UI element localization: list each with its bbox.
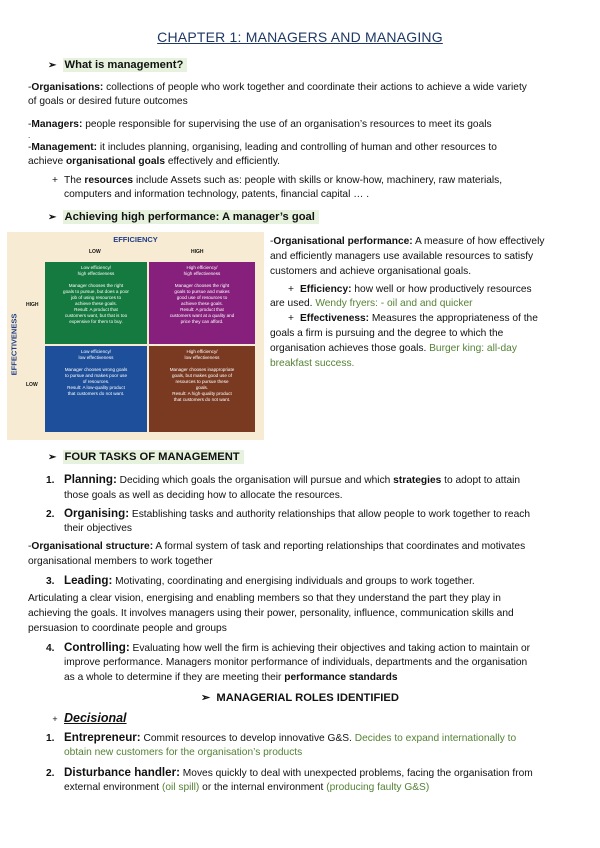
matrix-effectiveness-label: EFFECTIVENESS: [9, 313, 19, 376]
task-leading: 3. Leading: Motivating, coordinating and energising individuals and groups to work together.: [46, 574, 475, 587]
section-heading-four-tasks: ➢ FOUR TASKS OF MANAGEMENT: [48, 450, 244, 465]
leading-articulation-l3: persuasion to coordinate people and groups: [28, 623, 227, 634]
effectiveness-l2: goals a firm is pursuing and the degree to which the: [270, 328, 504, 339]
arrow-bullet-icon: ➢: [48, 212, 57, 223]
def-management-cont: achieve organisational goals effectively and efficiently.: [28, 156, 280, 167]
matrix-high-col: HIGH: [191, 249, 204, 255]
efficiency-cont: are used. Wendy fryers: - oil and and quicker: [270, 298, 473, 309]
def-org-structure-cont: organisational members to work together: [28, 556, 213, 567]
task-controlling: 4. Controlling: Evaluating how well the firm is achieving their objectives and taking action to maintain or: [46, 641, 531, 654]
leading-articulation-l1: Articulating a clear vision, energising and enabling members so that they understand the part they play in: [28, 593, 501, 604]
matrix-low-row: LOW: [26, 382, 38, 388]
leading-articulation-l2: achieving the goals. It involves managers using their power, personality, influence, communication skills and: [28, 608, 514, 619]
task-planning: 1. Planning: Deciding which goals the organisation will pursue and which strategies to adopt to attain: [46, 473, 521, 486]
stray-dot: .: [28, 131, 31, 140]
def-management: -Management: it includes planning, organising, leading and controlling of human and other resources to: [28, 142, 497, 153]
roles-decisional: + Decisional: [52, 711, 127, 725]
resources-text: The resources include Assets such as: people with skills or know-how, machinery, raw materials,: [64, 175, 503, 186]
def-organisations: -Organisations: collections of people who work together and coordinate their actions to achieve a wide variety: [28, 82, 527, 93]
matrix-low-col: LOW: [89, 249, 101, 255]
task-planning-cont: those goals as well as deciding how to allocate the resources.: [64, 490, 343, 501]
efficiency-effectiveness-matrix: [7, 232, 264, 440]
task-organising: 2. Organising: Establishing tasks and authority relationships that allow people to work together to reach: [46, 507, 531, 520]
task-controlling-l3: as a whole to determine if they are meeting their performance standards: [64, 672, 398, 683]
section-heading-roles: ➢ MANAGERIAL ROLES IDENTIFIED: [201, 692, 399, 704]
matrix-quadrant-top-right: High efficiency/ high effectiveness Manager chooses the right goals to pursue and makes good use of resources to achieve these goals. Result: A product that customers want at a quality and price they can afford.: [149, 262, 255, 344]
matrix-quadrant-top-left: Low efficiency/ high effectiveness Manager chooses the right goals to pursue, but does a poor job of using resources to achieve these goals. Result: A product that customers want, but that is too expensive for them to buy.: [45, 262, 147, 344]
matrix-quadrant-bottom-left: Low efficiency/ low effectiveness Manager chooses wrong goals to pursue and makes poor use of resources. Result: A low-quality product that customers do not want.: [45, 346, 147, 432]
def-org-structure: -Organisational structure: A formal system of task and reporting relationships that coordinates and motivates: [28, 541, 526, 552]
arrow-bullet-icon: ➢: [201, 692, 211, 704]
arrow-bullet-icon: ➢: [48, 452, 57, 463]
def-managers: -Managers: people responsible for supervising the use of an organisation’s resources to meet its goals: [28, 119, 492, 130]
def-organisations-cont: of goals or desired future outcomes: [28, 96, 188, 107]
resources-text-cont: computers and information technology, patents, financial capital … .: [64, 189, 370, 200]
task-organising-cont: their objectives: [64, 523, 132, 534]
role-entrepreneur: 1. Entrepreneur: Commit resources to develop innovative G&S. Decides to expand internationally to: [46, 731, 517, 744]
def-org-performance-l2: and efficiently managers use available resources to satisfy: [270, 251, 534, 262]
matrix-quadrant-bottom-right: High efficiency/ low effectiveness Manager chooses inappropriate goals, but makes good use of resources to pursue these goals. Result: A high-quality product that customers do not want.: [149, 346, 255, 432]
page-title: CHAPTER 1: MANAGERS AND MANAGING: [157, 29, 443, 45]
role-disturbance-handler-cont: external environment (oil spill) or the internal environment (producing faulty G&S): [64, 782, 430, 793]
role-disturbance-handler: 2. Disturbance handler: Moves quickly to deal with unexpected problems, facing the organisation from: [46, 766, 533, 779]
task-controlling-l2: improve performance. Managers monitor performance of individuals, departments and the organisation: [64, 657, 528, 668]
def-org-performance-l3: customers and achieve organisational goals.: [270, 266, 472, 277]
matrix-efficiency-label: EFFICIENCY: [113, 235, 158, 244]
role-entrepreneur-example: obtain new customers for the organisation’s products: [64, 747, 303, 758]
resources-bullet: +: [52, 175, 58, 186]
def-org-performance: -Organisational performance: A measure of how effectively: [270, 236, 545, 247]
efficiency-bullet: + Efficiency: how well or how productively resources: [288, 284, 532, 295]
effectiveness-l3: organisation achieves those goals. Burger king: all-day: [270, 343, 517, 354]
effectiveness-example-l2: breakfast success.: [270, 358, 355, 369]
effectiveness-bullet: + Effectiveness: Measures the appropriateness of the: [288, 313, 538, 324]
section-heading-achieving: ➢ Achieving high performance: A manager’s goal: [48, 210, 319, 225]
section-heading-what: ➢ What is management?: [48, 58, 187, 73]
arrow-bullet-icon: ➢: [48, 60, 57, 71]
matrix-high-row: HIGH: [26, 302, 39, 308]
